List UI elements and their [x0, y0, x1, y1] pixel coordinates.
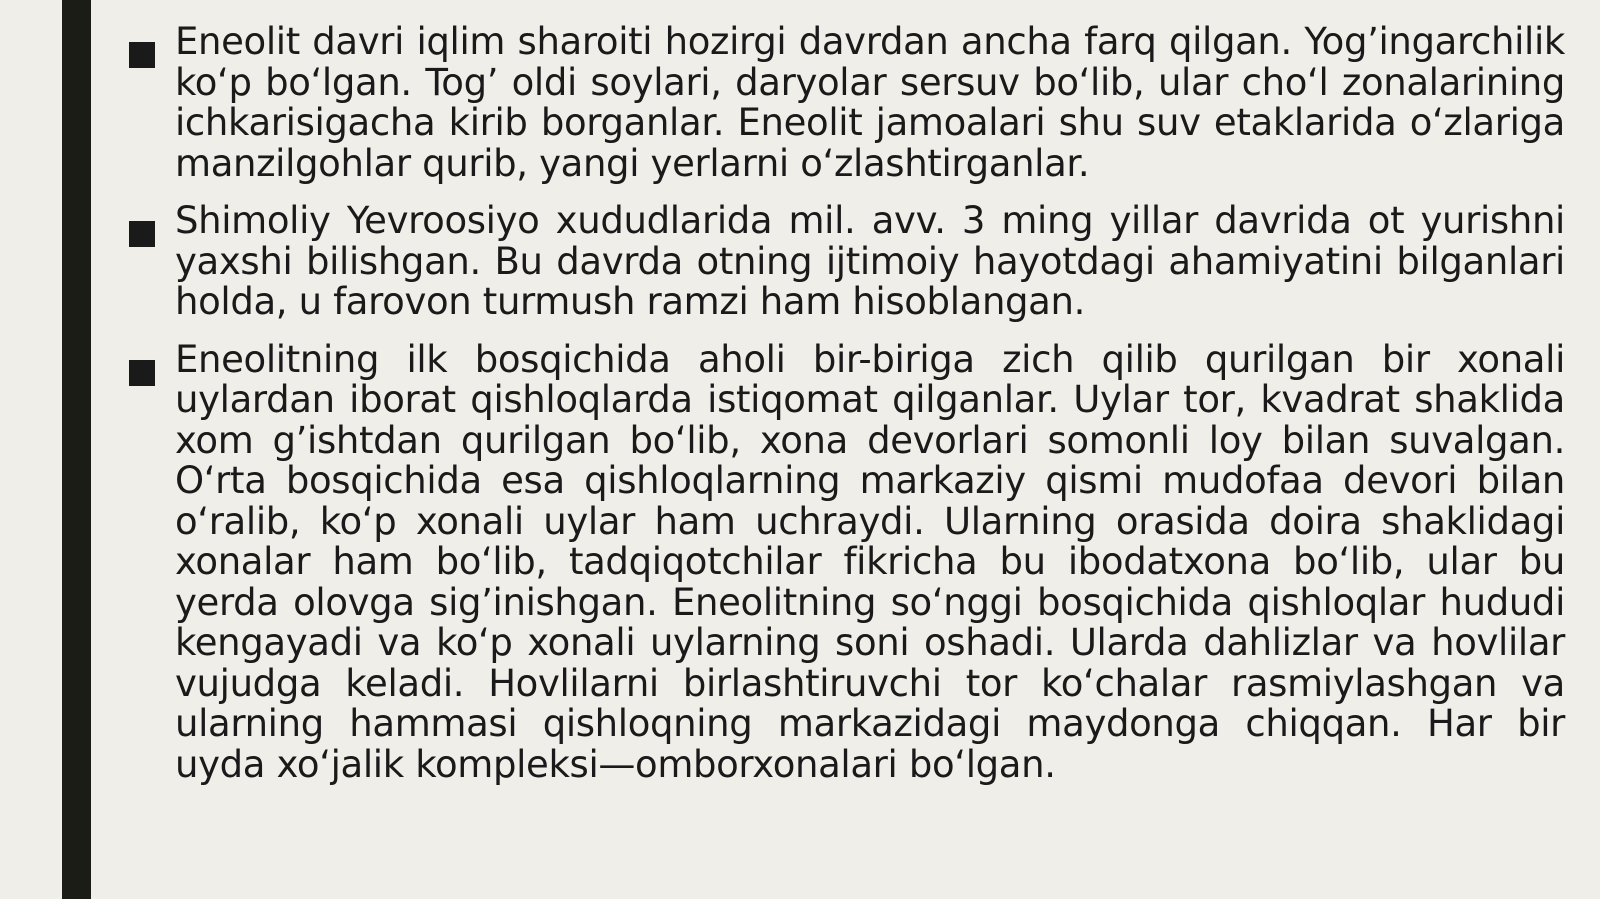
slide-content: [125, 22, 1565, 802]
left-accent-bar: [62, 0, 91, 899]
square-bullet-icon: [129, 360, 155, 386]
bullet-item: [125, 22, 1565, 184]
square-bullet-icon: [129, 42, 155, 68]
bullet-text: Eneolit davri iqlim sharoiti hozirgi davrdan ancha farq qilgan. Yog’ingarchilik ko‘p bo‘lgan. Tog’ oldi soylari, daryolar sersuv bo‘lib, ular cho‘l zonalarining ichkarisigacha kirib borganlar. Eneolit jamoalari shu suv etaklarida o‘zlariga manzilgohlar qurib, yangi yerlarni o‘zlashtirganlar.: [175, 20, 1565, 185]
bullet-item: [125, 337, 1565, 786]
bullet-item: [125, 201, 1565, 323]
bullet-text: Eneolitning ilk bosqichida aholi bir-biriga zich qilib qurilgan bir xonali uylardan iborat qishloqlarda istiqomat qilganlar. Uylar tor, kvadrat shaklida xom g’ishtdan qurilgan bo‘lib, xona devorlari somonli loy bilan suvalgan. O‘rta bosqichida esa qishloqlarning markaziy qismi mudofaa devori bilan o‘ralib, ko‘p xonali uylar ham uchraydi. Ularning orasida doira shaklidagi xonalar ham bo‘lib, tadqiqotchilar fikricha bu ibodatxona bo‘lib, ular bu yerda olovga sig’inishgan. Eneolitning so‘nggi bosqichida qishloqlar hududi kengayadi va ko‘p xonali uylarning soni oshadi. Ularda dahlizlar va hovlilar vujudga keladi. Hovlilarni birlashtiruvchi tor ko‘chalar rasmiylashgan va ularning hammasi qishloqning markazidagi maydonga chiqqan. Har bir uyda xo‘jalik kompleksi—omborxonalari bo‘lgan.: [175, 337, 1565, 786]
square-bullet-icon: [129, 221, 155, 247]
bullet-text: Shimoliy Yevroosiyo xududlarida mil. avv. 3 ming yillar davrida ot yurishni yaxshi bilishgan. Bu davrda otning ijtimoiy hayotdagi ahamiyatini bilganlari holda, u farovon turmush ramzi ham hisoblangan.: [175, 199, 1565, 323]
